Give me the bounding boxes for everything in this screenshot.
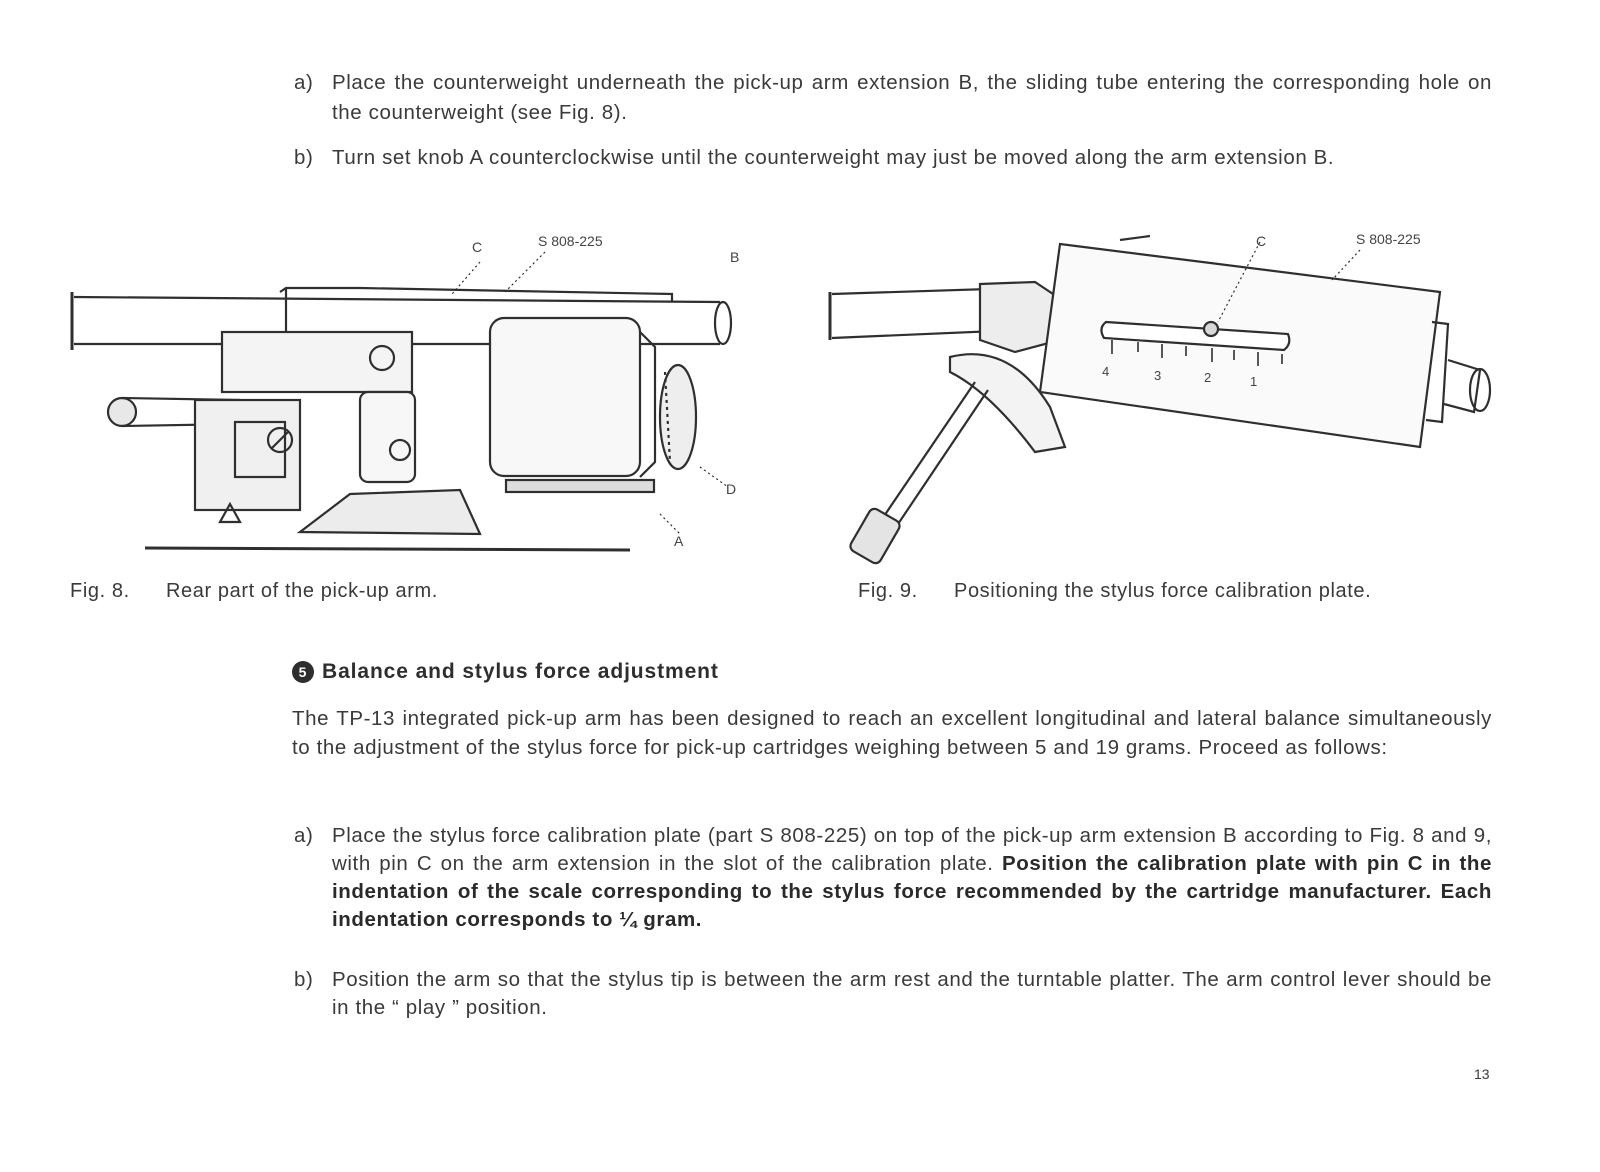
figure-8-illustration	[60, 222, 760, 567]
step-bottom-a	[294, 822, 1492, 946]
section-intro: The TP-13 integrated pick-up arm has been designed to reach an excellent longitudinal and lateral balance simultaneously to the adjustment of the stylus force for pick-up cartridges weighing between 5 and 19 grams. Proceed as follows:	[292, 707, 1492, 759]
step-marker: a)	[294, 71, 314, 94]
figure-8-caption	[70, 580, 438, 603]
section-heading	[292, 660, 719, 684]
figure-8-label-d: D	[726, 481, 737, 497]
section-number: 5	[292, 661, 314, 683]
figure-8-label-b: B	[730, 249, 740, 265]
step-text: Turn set knob A counterclockwise until the counterweight may just be moved along the arm extension B.	[332, 146, 1335, 169]
step-text-bold: Position the calibration plate with pin C in the indentation of the scale corresponding to the stylus force recommended by the cartridge manufacturer. Each indentation corresponds to ¼ gram.	[332, 852, 1492, 931]
step-top-b	[294, 143, 1492, 203]
section-heading-text: Balance and stylus force adjustment	[322, 660, 719, 683]
figure-9-number: Fig. 9.	[858, 580, 918, 602]
step-marker: a)	[294, 824, 314, 847]
figure-8-label-part: S 808-225	[538, 233, 603, 249]
figure-9-caption-text: Positioning the stylus force calibration plate.	[954, 580, 1372, 602]
step-text: Position the arm so that the stylus tip is between the arm rest and the turntable platter. The arm control lever should be in the “ play ” position.	[332, 968, 1492, 1019]
figure-8-label-c: C	[472, 239, 483, 255]
step-marker: b)	[294, 968, 314, 991]
figure-9-scale-1: 1	[1250, 374, 1258, 389]
figure-8-caption-text: Rear part of the pick-up arm.	[166, 580, 438, 602]
step-top-a	[294, 68, 1492, 128]
figure-9-label-part: S 808-225	[1356, 231, 1421, 247]
step-marker: b)	[294, 146, 314, 169]
page-number: 13	[1474, 1066, 1490, 1082]
figure-9-scale-4: 4	[1102, 364, 1110, 379]
figure-9-caption	[858, 580, 1371, 603]
step-bottom-b	[294, 966, 1492, 1026]
figure-8-number: Fig. 8.	[70, 580, 130, 602]
figure-9-label-c: C	[1256, 233, 1267, 249]
figure-9-scale-3: 3	[1154, 368, 1162, 383]
figure-9-scale-2: 2	[1204, 370, 1212, 385]
figure-9-illustration	[820, 222, 1510, 567]
step-text	[332, 822, 1492, 934]
step-text: Place the counterweight underneath the pick-up arm extension B, the sliding tube entering the corresponding hole on the counterweight (see Fig. 8).	[332, 71, 1492, 124]
step-text-regular: Place the stylus force calibration plate (part S 808-225) on top of the pick-up arm extension B according to Fig. 8 and 9, with pin C on the arm extension in the slot of the calibration plate.	[332, 824, 1492, 875]
figure-8-label-a: A	[674, 533, 684, 549]
